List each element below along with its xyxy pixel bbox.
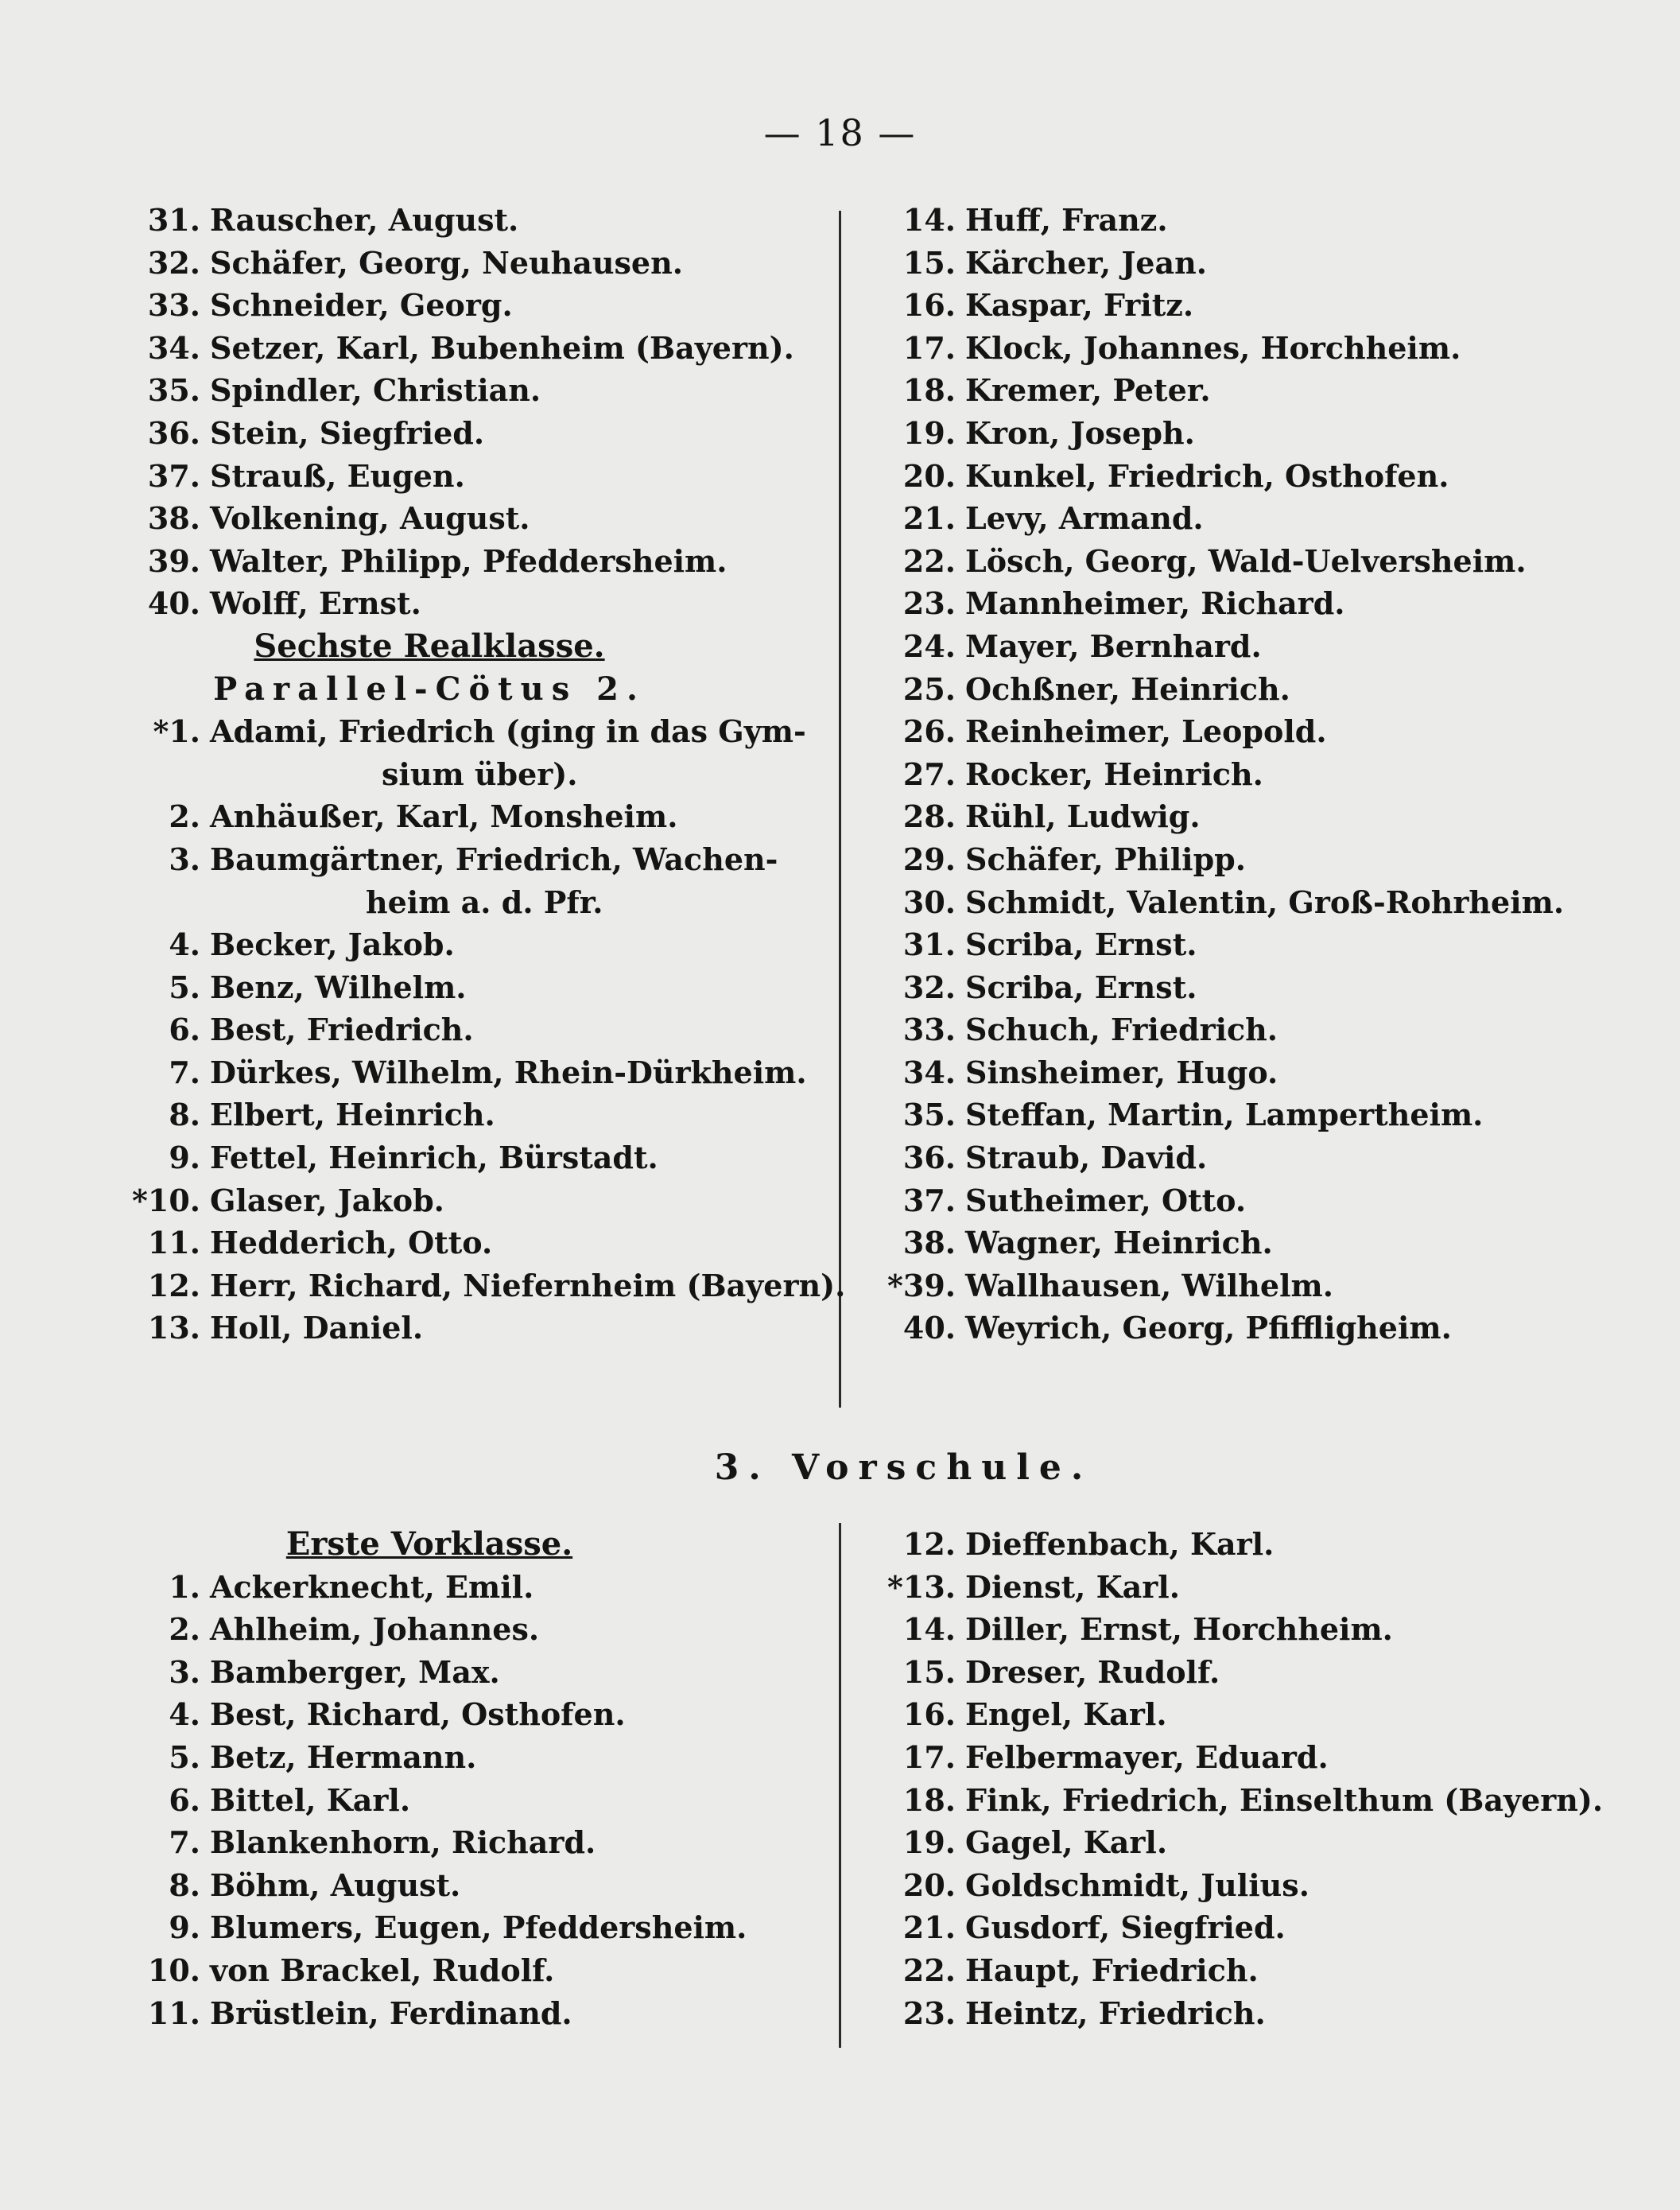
entry-name: Hedderich, Otto.	[210, 1225, 493, 1261]
entry-number: 2.	[169, 798, 200, 835]
entry-number: 31.	[902, 926, 956, 963]
entry-number: 8.	[169, 1866, 200, 1903]
entry-name: Wallhausen, Wilhelm.	[965, 1267, 1333, 1303]
entry-name: Dienst, Karl.	[965, 1568, 1180, 1605]
entry-number: 17.	[902, 1738, 956, 1775]
entry-number: 39.	[147, 542, 200, 579]
entry-name: Walter, Philipp, Pfeddersheim.	[210, 542, 727, 579]
asterisk-mark: *	[887, 1267, 903, 1303]
list-item	[883, 242, 1614, 285]
entry-name: Felbermayer, Eduard.	[965, 1738, 1329, 1775]
entry-number: 21.	[902, 1909, 956, 1946]
entry-name: Dieffenbach, Karl.	[965, 1526, 1275, 1562]
entry-number: 32.	[147, 244, 200, 281]
entry-name: Scriba, Ernst.	[965, 969, 1197, 1005]
entry-name: Steffan, Martin, Lampertheim.	[965, 1097, 1484, 1133]
entry-number: 22.	[902, 542, 956, 579]
list-item	[127, 199, 827, 242]
list-item	[127, 1949, 827, 1992]
list-item	[127, 497, 827, 540]
list-item	[883, 1608, 1614, 1651]
list-item	[883, 1008, 1614, 1051]
list-item	[127, 795, 827, 838]
entry-name: Gagel, Karl.	[965, 1824, 1168, 1861]
list-item	[127, 1693, 827, 1736]
entry-number: *13.	[883, 1566, 956, 1609]
entry-name: Wolff, Ernst.	[210, 585, 421, 622]
entry-number: 36.	[147, 414, 200, 451]
entry-name: Reinheimer, Leopold.	[965, 713, 1327, 750]
entry-name: Schuch, Friedrich.	[965, 1012, 1278, 1048]
entry-number: 2.	[169, 1611, 200, 1648]
entry-name: Böhm, August.	[210, 1866, 461, 1903]
entry-name: Engel, Karl.	[965, 1696, 1167, 1733]
entry-name: Stein, Siegfried.	[210, 414, 485, 451]
list-item	[127, 412, 827, 455]
entry-name: Benz, Wilhelm.	[210, 969, 467, 1005]
entry-name: Straub, David.	[965, 1140, 1208, 1176]
entry-number: 31.	[147, 202, 200, 238]
list-item	[883, 1264, 1614, 1307]
entry-name: Diller, Ernst, Horchheim.	[965, 1611, 1393, 1648]
list-item	[127, 966, 827, 1009]
entry-name: Goldschmidt, Julius.	[965, 1866, 1309, 1903]
list-item	[127, 242, 827, 285]
list-item	[127, 1566, 827, 1609]
list-item	[127, 1608, 827, 1651]
list-item	[883, 838, 1614, 881]
entry-name: Fettel, Heinrich, Bürstadt.	[210, 1140, 658, 1176]
entry-name: Spindler, Christian.	[210, 372, 541, 409]
list-item	[127, 1264, 846, 1307]
entry-number: 24.	[902, 627, 956, 664]
list-item	[127, 1992, 827, 2035]
entry-number: 5.	[169, 969, 200, 1005]
bottom-right-column	[883, 1523, 1614, 2034]
list-item	[883, 881, 1614, 924]
list-item	[127, 838, 827, 881]
entry-number: 23.	[902, 1994, 956, 2031]
entry-number: 1.	[169, 1568, 200, 1605]
entry-number: 21.	[902, 500, 956, 537]
entry-name: Ackerknecht, Emil.	[210, 1568, 534, 1605]
entry-number: 16.	[902, 1696, 956, 1733]
entry-number: 19.	[902, 1824, 956, 1861]
entry-number: 18.	[902, 1781, 956, 1818]
entry-number: 27.	[902, 755, 956, 792]
entry-number: 30.	[902, 884, 956, 920]
entry-number: 15.	[902, 244, 956, 281]
class-heading-text: Erste Vorklasse.	[285, 1525, 573, 1563]
entry-name: Lösch, Georg, Wald-Uelversheim.	[965, 542, 1527, 579]
entry-name: Rocker, Heinrich.	[965, 755, 1263, 792]
list-item	[127, 455, 827, 498]
entry-list	[127, 710, 846, 1350]
entry-number: 5.	[169, 1738, 200, 1775]
list-item	[127, 327, 827, 370]
list-item	[883, 1864, 1614, 1907]
list-item	[127, 1821, 827, 1864]
entry-name: Schäfer, Philipp.	[965, 841, 1246, 877]
entry-number: 40.	[902, 1310, 956, 1346]
entry-name: Ahlheim, Johannes.	[210, 1611, 540, 1648]
entry-name: Rauscher, August.	[210, 202, 519, 238]
entry-number: 7.	[169, 1054, 200, 1090]
entry-name: Adami, Friedrich (ging in das Gym-	[210, 713, 806, 750]
list-item	[883, 668, 1614, 711]
entry-number: *1.	[127, 710, 200, 753]
list-item	[127, 1093, 827, 1136]
list-item	[127, 1051, 827, 1094]
asterisk-mark: *	[887, 1568, 903, 1605]
list-item	[883, 753, 1614, 796]
entry-number: 25.	[902, 670, 956, 707]
list-item	[883, 369, 1614, 412]
entry-name: Best, Friedrich.	[210, 1012, 474, 1048]
entry-name: Kärcher, Jean.	[965, 244, 1207, 281]
entry-number: 18.	[902, 372, 956, 409]
list-item	[883, 1093, 1614, 1136]
list-item	[127, 923, 827, 966]
entry-number: 3.	[169, 841, 200, 877]
list-item	[883, 540, 1614, 583]
list-item	[883, 1949, 1614, 1992]
list-item	[127, 1736, 827, 1779]
entry-name: Anhäußer, Karl, Monsheim.	[210, 798, 678, 835]
list-item	[883, 1307, 1614, 1350]
entry-list	[127, 199, 827, 625]
list-item	[883, 327, 1614, 370]
class-heading	[127, 625, 827, 668]
list-item	[127, 1008, 827, 1051]
entry-number: 37.	[147, 457, 200, 494]
list-item	[883, 199, 1614, 242]
entry-name: Blumers, Eugen, Pfeddersheim.	[210, 1909, 747, 1946]
entry-number: 11.	[147, 1225, 200, 1261]
entry-name: Betz, Hermann.	[210, 1738, 477, 1775]
entry-number: 34.	[902, 1054, 956, 1090]
entry-name: Weyrich, Georg, Pfiffligheim.	[965, 1310, 1452, 1346]
entry-name: Schmidt, Valentin, Groß-Rohrheim.	[965, 884, 1565, 920]
list-item	[883, 710, 1614, 753]
entry-name: Heintz, Friedrich.	[965, 1994, 1266, 2031]
class-heading-text: Sechste Realklasse.	[254, 627, 605, 665]
list-item	[127, 1307, 827, 1350]
list-item	[127, 1779, 827, 1822]
entry-number: 37.	[902, 1182, 956, 1218]
list-item	[127, 1864, 827, 1907]
asterisk-mark: *	[132, 1182, 148, 1218]
list-item	[127, 1179, 827, 1222]
entry-name: Wagner, Heinrich.	[965, 1225, 1273, 1261]
entry-name: Levy, Armand.	[965, 500, 1204, 537]
asterisk-mark: *	[153, 713, 169, 750]
list-item	[883, 1136, 1614, 1179]
entry-number: *10.	[127, 1179, 200, 1222]
entry-number: 12.	[147, 1267, 200, 1303]
top-left-column	[127, 199, 846, 1350]
list-item	[127, 369, 827, 412]
class-heading	[127, 1523, 827, 1566]
entry-name: Setzer, Karl, Bubenheim (Bayern).	[210, 329, 794, 366]
column-divider	[839, 211, 841, 1408]
entry-number: 3.	[169, 1653, 200, 1690]
entry-number: 34.	[147, 329, 200, 366]
entry-number: 6.	[169, 1012, 200, 1048]
entry-number: 40.	[147, 585, 200, 622]
page-number: — 18 —	[763, 111, 917, 154]
list-item	[883, 1736, 1614, 1779]
list-item	[127, 284, 827, 327]
list-item	[127, 710, 827, 753]
column-divider	[839, 1523, 841, 2048]
list-item	[127, 1651, 827, 1694]
list-item	[883, 625, 1614, 668]
entry-number: 19.	[902, 414, 956, 451]
section-title: 3. Vorschule.	[714, 1447, 1093, 1488]
entry-name: Blankenhorn, Richard.	[210, 1824, 596, 1861]
list-item	[883, 412, 1614, 455]
entry-number: 17.	[902, 329, 956, 366]
entry-number: 33.	[902, 1012, 956, 1048]
entry-number: 11.	[147, 1994, 200, 2031]
entry-number: 10.	[147, 1952, 200, 1988]
entry-number: 29.	[902, 841, 956, 877]
entry-number: *39.	[883, 1264, 956, 1307]
entry-number: 38.	[902, 1225, 956, 1261]
entry-number: 36.	[902, 1140, 956, 1176]
entry-name: Best, Richard, Osthofen.	[210, 1696, 626, 1733]
entry-number: 33.	[147, 287, 200, 324]
list-item	[883, 455, 1614, 498]
list-item	[883, 1179, 1614, 1222]
entry-number: 12.	[902, 1526, 956, 1562]
list-item	[883, 1566, 1614, 1609]
entry-name: Glaser, Jakob.	[210, 1182, 444, 1218]
entry-name: Kron, Joseph.	[965, 414, 1195, 451]
entry-name: Holl, Daniel.	[210, 1310, 424, 1346]
entry-name: Schäfer, Georg, Neuhausen.	[210, 244, 683, 281]
entry-name: Ochßner, Heinrich.	[965, 670, 1290, 707]
entry-name: Fink, Friedrich, Einselthum (Bayern).	[965, 1781, 1604, 1818]
entry-number: 23.	[902, 585, 956, 622]
entry-name: Kremer, Peter.	[965, 372, 1211, 409]
entry-name: Kaspar, Fritz.	[965, 287, 1194, 324]
entry-number: 26.	[902, 713, 956, 750]
entry-number: 13.	[147, 1310, 200, 1346]
entry-number: 32.	[902, 969, 956, 1005]
list-item	[127, 1222, 827, 1264]
entry-name: Haupt, Friedrich.	[965, 1952, 1259, 1988]
entry-name: Strauß, Eugen.	[210, 457, 465, 494]
entry-number: 6.	[169, 1781, 200, 1818]
entry-number: 8.	[169, 1097, 200, 1133]
entry-number: 4.	[169, 926, 200, 963]
list-item	[883, 1222, 1614, 1264]
list-item	[883, 1651, 1614, 1694]
entry-name: Sinsheimer, Hugo.	[965, 1054, 1278, 1090]
entry-name: Dreser, Rudolf.	[965, 1653, 1220, 1690]
list-item	[127, 540, 827, 583]
entry-name: Scriba, Ernst.	[965, 926, 1197, 963]
entry-name: Mannheimer, Richard.	[965, 585, 1345, 622]
entry-name: Sutheimer, Otto.	[965, 1182, 1247, 1218]
entry-number: 20.	[902, 1866, 956, 1903]
list-item-continuation: heim a. d. Pfr.	[366, 884, 603, 920]
list-item	[883, 1523, 1614, 1566]
entry-number: 4.	[169, 1696, 200, 1733]
list-item	[883, 1779, 1614, 1822]
entry-name: Baumgärtner, Friedrich, Wachen-	[210, 841, 778, 877]
entry-number: 9.	[169, 1140, 200, 1176]
entry-number: 15.	[902, 1653, 956, 1690]
entry-number: 14.	[902, 202, 956, 238]
entry-number: 35.	[902, 1097, 956, 1133]
entry-name: Kunkel, Friedrich, Osthofen.	[965, 457, 1449, 494]
entry-name: Dürkes, Wilhelm, Rhein-Dürkheim.	[210, 1054, 807, 1090]
list-item	[883, 1906, 1614, 1949]
entry-name: Bamberger, Max.	[210, 1653, 500, 1690]
list-item	[883, 923, 1614, 966]
subclass-heading: Parallel-Cötus 2.	[213, 670, 646, 708]
entry-name: Rühl, Ludwig.	[965, 798, 1201, 835]
entry-number: 20.	[902, 457, 956, 494]
entry-name: Gusdorf, Siegfried.	[965, 1909, 1286, 1946]
top-right-column	[883, 199, 1614, 1350]
list-item	[883, 582, 1614, 625]
entry-name: Volkening, August.	[210, 500, 530, 537]
list-item	[883, 1821, 1614, 1864]
entry-number: 28.	[902, 798, 956, 835]
entry-name: Klock, Johannes, Horchheim.	[965, 329, 1461, 366]
list-item	[883, 284, 1614, 327]
list-item	[883, 1992, 1614, 2035]
entry-name: Huff, Franz.	[965, 202, 1168, 238]
list-item	[127, 582, 827, 625]
entry-number: 35.	[147, 372, 200, 409]
list-item	[883, 1051, 1614, 1094]
entry-name: Elbert, Heinrich.	[210, 1097, 495, 1133]
entry-number: 38.	[147, 500, 200, 537]
entry-name: Brüstlein, Ferdinand.	[210, 1994, 572, 2031]
list-item	[127, 1136, 827, 1179]
entry-number: 7.	[169, 1824, 200, 1861]
entry-number: 9.	[169, 1909, 200, 1946]
entry-name: Mayer, Bernhard.	[965, 627, 1262, 664]
entry-name: Bittel, Karl.	[210, 1781, 411, 1818]
entry-name: Schneider, Georg.	[210, 287, 513, 324]
entry-name: Becker, Jakob.	[210, 926, 455, 963]
list-item	[127, 1906, 827, 1949]
list-item	[883, 966, 1614, 1009]
entry-name: von Brackel, Rudolf.	[210, 1952, 555, 1988]
entry-name: Herr, Richard, Niefernheim (Bayern).	[210, 1267, 846, 1303]
entry-number: 14.	[902, 1611, 956, 1648]
entry-number: 16.	[902, 287, 956, 324]
list-item-continuation: sium über).	[382, 755, 578, 792]
list-item	[883, 1693, 1614, 1736]
list-item	[883, 795, 1614, 838]
list-item	[883, 497, 1614, 540]
bottom-left-column	[127, 1523, 827, 2034]
entry-number: 22.	[902, 1952, 956, 1988]
